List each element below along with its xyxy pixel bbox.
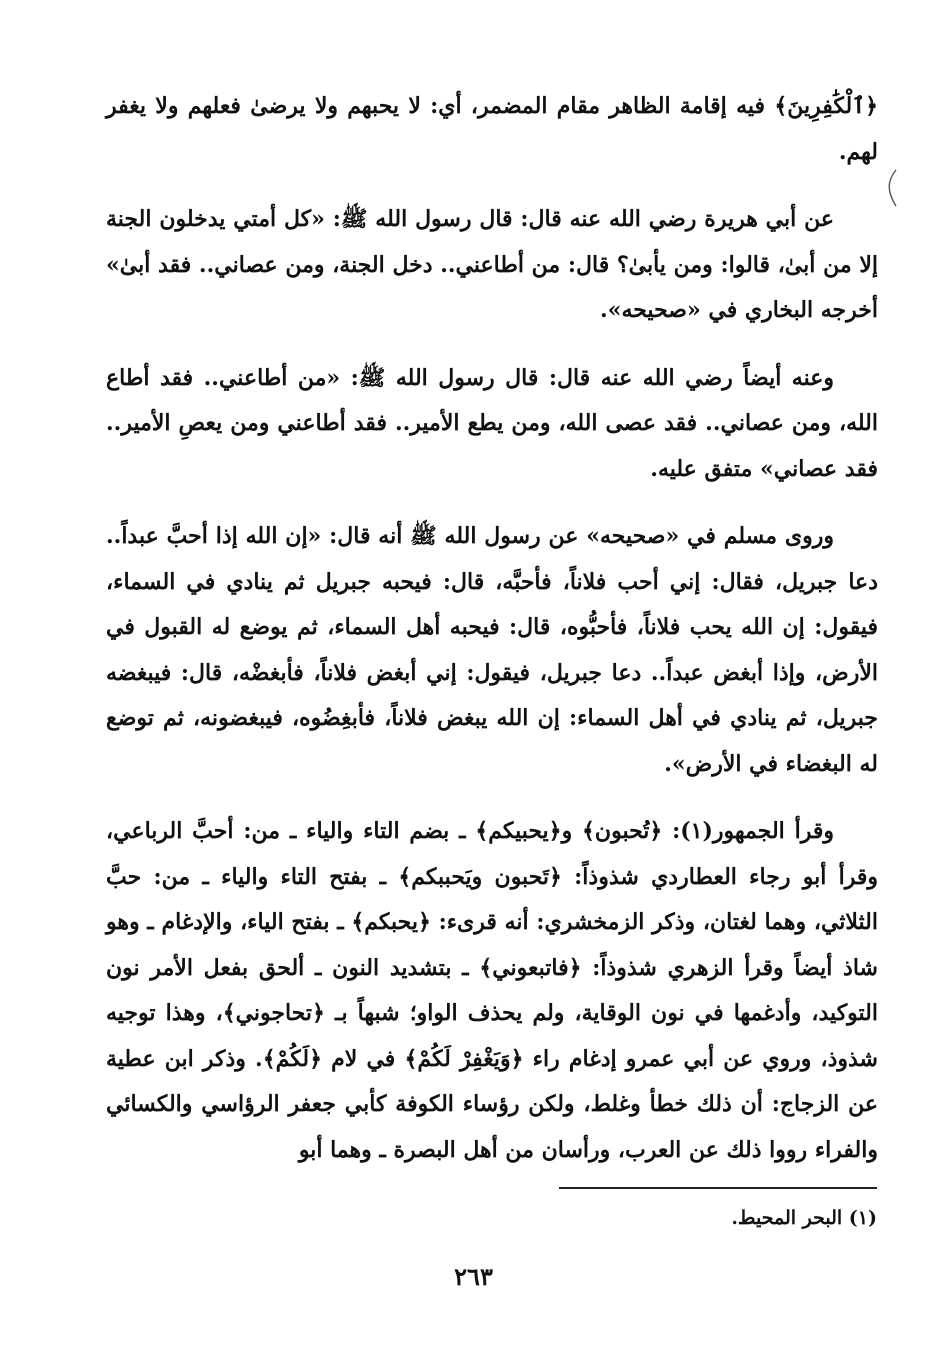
margin-pencil-mark bbox=[884, 168, 898, 208]
paragraph-3: وعنه أيضاً رضي الله عنه قال: قال رسول الله ﷺ: «من أطاعني.. فقد أطاع الله، ومن عصاني.. فقد عصى الله، ومن يطع الأمير.. فقد أطاعني ومن يعصِ الأمير.. فقد عصاني» متفق عليه. bbox=[106, 364, 878, 482]
paragraph-5: وقرأ الجمهور(١): ﴿تُحبون﴾ و﴿يحبيكم﴾ ـ بضم التاء والياء ـ من: أحبَّ الرباعي، وقرأ أبو رجاء العطاردي شذوذاً: ﴿تَحبون ويَحببكم﴾ ـ بفتح التاء والياء ـ من: حبَّ الثلاثي، وهما لغتان، وذكر الزمخشري: أنه قرىء: ﴿يحبكم﴾ ـ بفتح الياء، والإدغام ـ وهو شاذ أيضاً وقرأ الزهري شذوذاً: ﴿فاتبعوني﴾ ـ بتشديد النون ـ ألحق بفعل الأمر نون التوكيد، وأدغمها في نون الوقاية، ولم يحذف الواو؛ شبهاً بـ ﴿تحاجوني﴾، وهذا توجيه شذوذ، وروي عن أبي عمرو إدغام راء ﴿وَيَغْفِرْ لَكُمْ﴾ في لام ﴿لَكُمْ﴾. وذكر ابن عطية عن الزجاج: أن ذلك خطأ وغلط، ولكن رؤساء الكوفة كأبي جعفر الرؤاسي والكسائي والفراء رووا ذلك عن العرب، ورأسان من أهل البصرة ـ وهما أبو bbox=[106, 818, 878, 1163]
page-number: ٢٦٣ bbox=[454, 1262, 493, 1291]
footnote: (١) البحر المحيط. bbox=[731, 1207, 877, 1229]
footnote-divider bbox=[559, 1187, 877, 1189]
paragraph-1: ﴿ٱلْكَٰفِرِينَ﴾ فيه إقامة الظاهر مقام المضمر، أي: لا يحبهم ولا يرضىٰ فعلهم ولا يغفر لهم. bbox=[106, 93, 878, 165]
main-text bbox=[106, 84, 878, 1195]
paragraph-2: عن أبي هريرة رضي الله عنه قال: قال رسول الله ﷺ: «كل أمتي يدخلون الجنة إلا من أبىٰ، قالوا: ومن يأبىٰ؟ قال: من أطاعني.. دخل الجنة، ومن عصاني.. فقد أبىٰ» أخرجه البخاري في «صحيحه». bbox=[106, 206, 878, 323]
paragraph-4: وروى مسلم في «صحيحه» عن رسول الله ﷺ أنه قال: «إن الله إذا أحبَّ عبداً.. دعا جبريل، فقال: إني أحب فلاناً، فأحبَّه، قال: فيحبه جبريل ثم ينادي في السماء، فيقول: إن الله يحب فلاناً، فأحبُّوه، قال: فيحبه أهل السماء، ثم يوضع له القبول في الأرض، وإذا أبغض عبداً.. دعا جبريل، فيقول: إني أبغض فلاناً، فأبغضْه، قال: فيبغضه جبريل، ثم ينادي في أهل السماء: إن الله يبغض فلاناً، فأبغِضُوه، فيبغضونه، ثم توضع له البغضاء في الأرض». bbox=[106, 523, 878, 777]
